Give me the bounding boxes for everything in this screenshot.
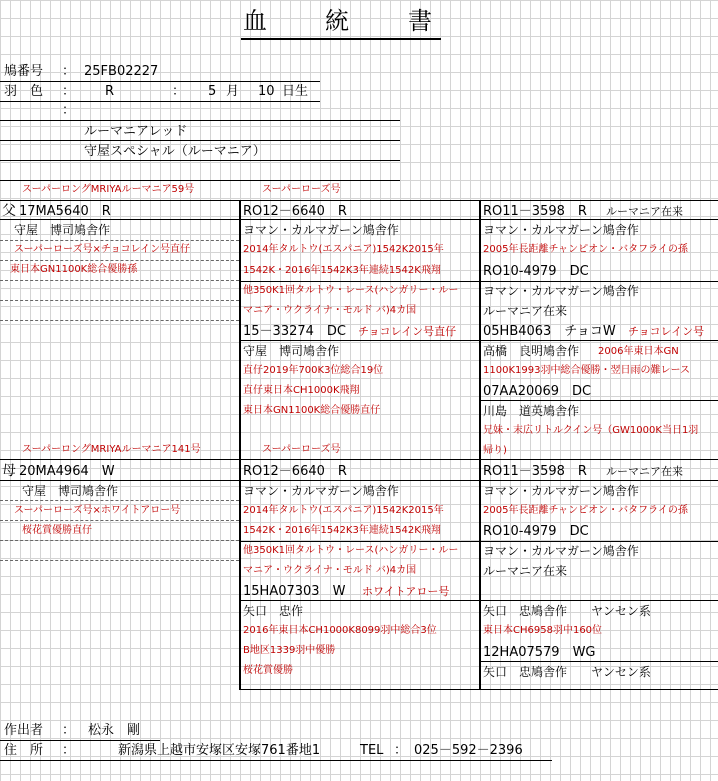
f-dd-breeder: 川島 道英鳩舎作: [483, 404, 580, 418]
rule: [0, 200, 718, 201]
mother-detail-2: 桜花賞優勝直仔: [22, 525, 92, 536]
m-sire-breeder: ヨマン・カルマガーン鳩舎作: [243, 484, 399, 498]
rule: [0, 760, 552, 761]
tel-value: 025－592－2396: [414, 743, 523, 758]
father-note: スーパーロングMRIYAルーマニア59号: [22, 184, 195, 195]
f-dam-detail-3: 東日本GN1100K総合優勝直仔: [243, 405, 381, 416]
rule: [0, 81, 320, 82]
f-ds-breeder: 高橋 良明鳩舎作: [483, 344, 580, 358]
f-dam-breeder: 守屋 博司鳩舎作: [243, 344, 340, 358]
f-ss-note: ルーマニア在来: [606, 205, 683, 218]
m-dam-ring-note: ホワイトアロー号: [362, 585, 450, 598]
rule: [0, 740, 160, 741]
f-ss-ring: RO11－3598 R: [483, 204, 587, 219]
rule: [0, 560, 239, 561]
rule: [0, 219, 718, 220]
f-dd-ring: 07AA20069 DC: [483, 384, 592, 399]
m-ss-breeder: ヨマン・カルマガーン鳩舎作: [483, 484, 639, 498]
rule: [0, 540, 239, 541]
mother-ring: 20MA4964 W: [19, 464, 115, 479]
m-dam-breeder: 矢口 忠作: [243, 604, 304, 618]
f-sire-detail-2: 1542K・2016年1542K3年連続1542K飛翔: [243, 265, 441, 276]
father-ring: 17MA5640 R: [19, 204, 111, 219]
m-dam-detail-1: 2016年東日本CH1000K8099羽中総合3位: [243, 625, 437, 636]
colon: ：: [62, 103, 76, 118]
rule: [239, 200, 241, 460]
m-sire-ring: RO12－6640 R: [243, 464, 347, 479]
mother-sire-note: スーパーローズ号: [262, 444, 341, 455]
birth-month-unit: 月: [226, 84, 240, 99]
colon: ：: [172, 84, 186, 99]
rule: [0, 120, 400, 121]
strain-line-2: 守屋スペシャル（ルーマニア）: [84, 144, 266, 159]
m-ss-ring: RO11－3598 R: [483, 464, 587, 479]
birth-month: 5: [208, 84, 217, 99]
mother-detail-1: スーパーローズ号×ホワイトアロー号: [14, 505, 181, 516]
colon: ：: [62, 64, 76, 79]
title-char-2: 統: [325, 7, 350, 35]
father-detail-2: 東日本GN1100K総合優勝孫: [10, 264, 138, 275]
rule: [480, 400, 718, 401]
f-ds-detail-1: 1100K1993羽中総合優勝・翌日雨の難レース: [483, 365, 690, 376]
bird-no-label: 鳩番号: [4, 64, 44, 79]
f-dd-detail-2: 帰り): [483, 445, 507, 456]
m-ss-detail-1: 2005年長距離チャンピオン・バタフライの孫: [483, 505, 688, 516]
rule: [0, 459, 718, 460]
f-dam-detail-1: 直仔2019年700K3位総合19位: [243, 365, 384, 376]
m-ds-detail-1: 東日本CH6958羽中160位: [483, 625, 603, 636]
m-dam-detail-2: B地区1339羽中優勝: [243, 645, 336, 656]
f-dam-ring-note: チョコレイン号直仔: [358, 325, 457, 338]
rule: [0, 140, 400, 141]
rule: [480, 661, 718, 662]
father-sire-note: スーパーローズ号: [262, 184, 341, 195]
colon: ：: [394, 743, 408, 758]
m-ss-note: ルーマニア在来: [606, 465, 683, 478]
title-underline: [241, 38, 441, 40]
colon: ：: [62, 723, 76, 738]
f-ss-detail-1: 2005年長距離チャンピオン・バタフライの孫: [483, 244, 688, 255]
rule: [0, 180, 400, 181]
f-dd-detail-1: 兄妹・末広リトルクイン号（GW1000K当日1羽: [483, 425, 699, 436]
tel-label: TEL: [360, 743, 384, 758]
rule: [0, 101, 320, 102]
father-label: 父: [2, 203, 16, 219]
rule: [479, 200, 481, 460]
address-label: 住 所: [4, 743, 44, 758]
m-dam-detail-3: 桜花賞優勝: [243, 665, 293, 676]
rule: [0, 240, 239, 241]
f-ds-ring-note: チョコレイン号: [628, 325, 705, 338]
rule: [0, 520, 239, 521]
rule: [0, 160, 400, 161]
rule: [0, 320, 239, 321]
title-char-3: 書: [408, 7, 433, 35]
mother-label: 母: [2, 463, 16, 479]
m-sire-detail-4: マニア・ウクライナ・モルド バ)4カ国: [243, 565, 417, 576]
rule: [0, 480, 718, 481]
rule: [479, 459, 481, 690]
birth-suffix: 日生: [282, 84, 309, 99]
f-ss-breeder: ヨマン・カルマガーン鳩舎作: [483, 223, 639, 237]
color-label: 羽 色: [4, 84, 44, 99]
m-dd-breeder: 矢口 忠鳩舎作 ヤンセン系: [483, 665, 651, 679]
rule: [239, 459, 241, 690]
m-sd-ring: RO10-4979 DC: [483, 524, 589, 539]
m-dd-ring: 12HA07579 WG: [483, 645, 596, 660]
m-sire-detail-2: 1542K・2016年1542K3年連続1542K飛翔: [243, 525, 441, 536]
mother-note: スーパーロングMRIYAルーマニア141号: [22, 444, 201, 455]
rule: [0, 500, 239, 501]
m-dam-ring: 15HA07303 W: [243, 584, 346, 599]
m-sd-breeder: ヨマン・カルマガーン鳩舎作: [483, 544, 639, 558]
strain-line-1: ルーマニアレッド: [84, 124, 188, 139]
f-sire-detail-1: 2014年タルトウ(エスパニア)1542K2015年: [243, 244, 444, 255]
mother-breeder: 守屋 博司鳩舎作: [22, 484, 119, 498]
m-sd-note: ルーマニア在来: [483, 564, 568, 578]
f-sire-detail-4: マニア・ウクライナ・モルド バ)4カ国: [243, 305, 417, 316]
f-sd-note: ルーマニア在来: [483, 304, 568, 318]
author-name: 松永 剛: [88, 723, 141, 738]
colon: ：: [62, 84, 76, 99]
m-sire-detail-3: 他350K1回タルトウ・レース(ハンガリー・ルー: [243, 545, 459, 556]
rule: [0, 260, 239, 261]
author-label: 作出者: [4, 723, 44, 738]
father-breeder: 守屋 博司鳩舎作: [14, 223, 111, 237]
rule: [0, 300, 239, 301]
f-sire-ring: RO12－6640 R: [243, 204, 347, 219]
colon: ：: [62, 743, 76, 758]
f-sire-detail-3: 他350K1回タルトウ・レース(ハンガリー・ルー: [243, 285, 459, 296]
f-dam-ring: 15－33274 DC: [243, 324, 346, 339]
f-ds-ring: 05HB4063 チョコW: [483, 324, 616, 339]
f-dam-detail-2: 直仔東日本CH1000K飛翔: [243, 385, 360, 396]
f-sire-breeder: ヨマン・カルマガーン鳩舎作: [243, 223, 399, 237]
f-sd-breeder: ヨマン・カルマガーン鳩舎作: [483, 284, 639, 298]
birth-day: 10: [258, 84, 275, 99]
father-detail-1: スーパーローズ号×チョコレイン号直仔: [14, 244, 191, 255]
bird-no-value: 25FB02227: [84, 64, 159, 79]
m-sire-detail-1: 2014年タルトウ(エスパニア)1542K2015年: [243, 505, 444, 516]
title-char-1: 血: [243, 7, 268, 35]
f-sd-ring: RO10-4979 DC: [483, 264, 589, 279]
rule: [0, 280, 239, 281]
f-ds-breeder-note: 2006年東日本GN: [598, 346, 679, 357]
address-value: 新潟県上越市安塚区安塚761番地1: [118, 743, 321, 758]
color-value: R: [105, 84, 115, 99]
m-ds-breeder: 矢口 忠鳩舎作 ヤンセン系: [483, 604, 651, 618]
